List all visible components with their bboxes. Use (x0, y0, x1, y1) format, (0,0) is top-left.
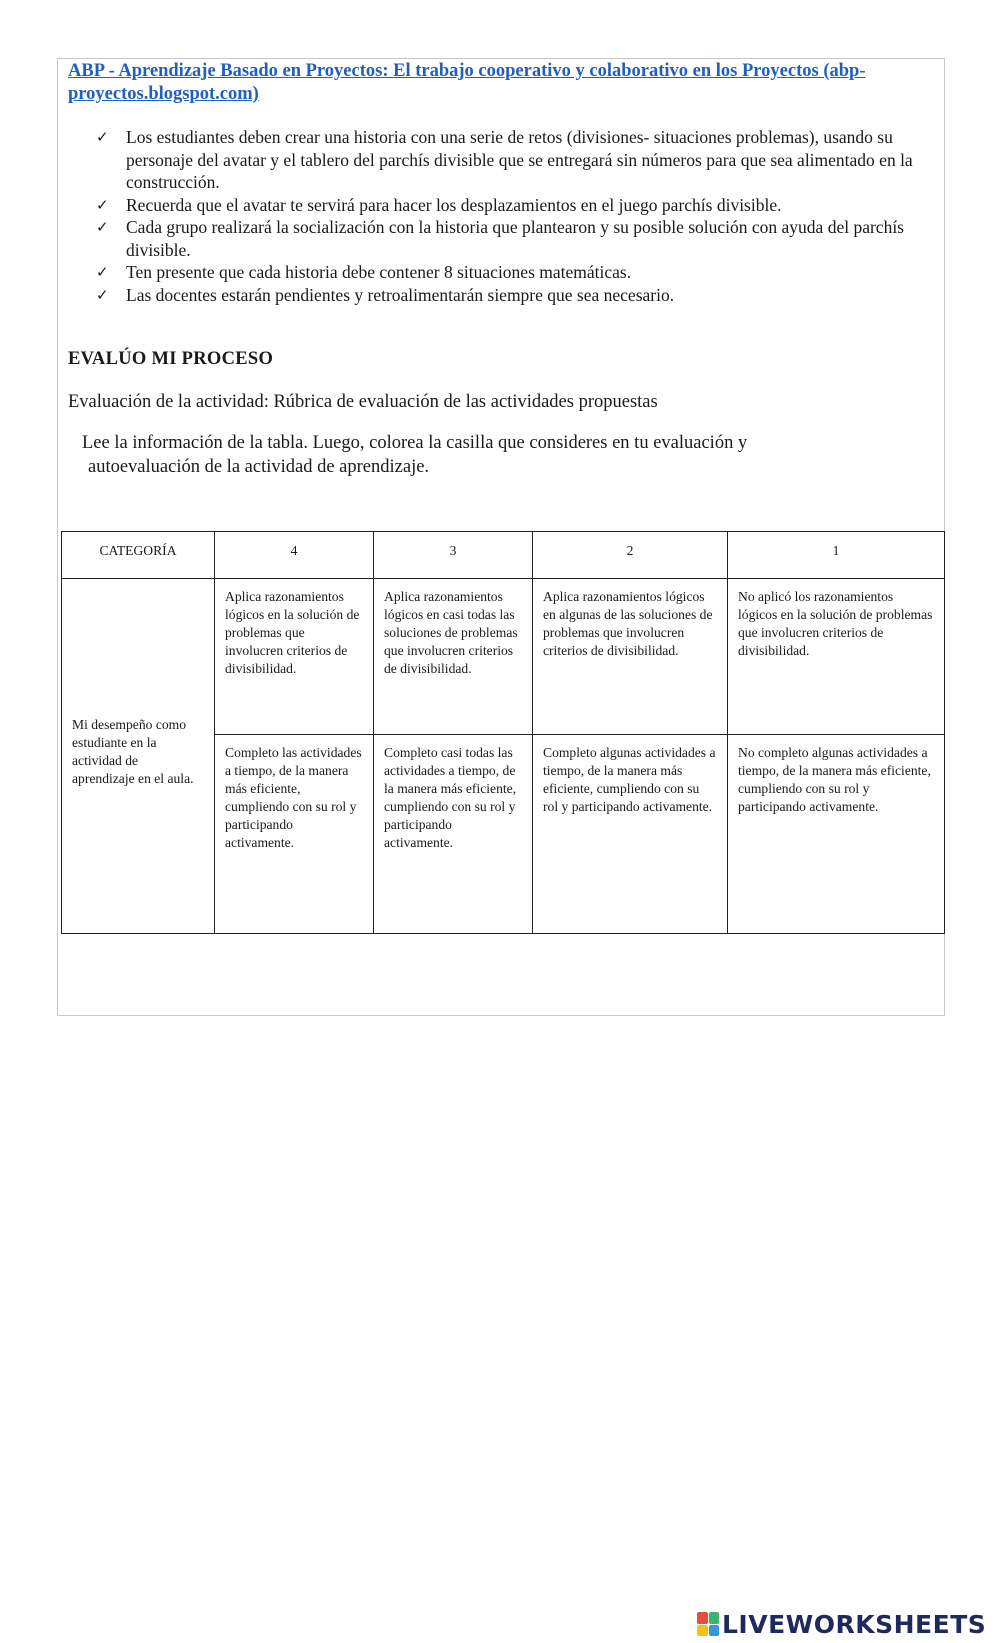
header-score-1: 1 (728, 532, 945, 579)
logo-square (709, 1625, 720, 1637)
list-item-text: Cada grupo realizará la socialización con la historia que plantearon y su posible solución con ayuda del parchís divisible. (126, 217, 904, 260)
list-item-text: Recuerda que el avatar te servirá para hacer los desplazamientos en el juego parchís divisible. (126, 194, 782, 215)
rubric-cell-reasoning-1[interactable]: No aplicó los razonamientos lógicos en la solución de problemas que involucren criterios de divisibilidad. (728, 579, 945, 735)
rubric-cell-reasoning-3[interactable]: Aplica razonamientos lógicos en casi todas las soluciones de problemas que involucren criterios de divisibilidad. (374, 579, 533, 735)
instruction-line-1: Lee la información de la tabla. Luego, colorea la casilla que consideres en tu evaluación y (82, 433, 748, 453)
logo-square (697, 1625, 708, 1637)
table-header-row (62, 532, 945, 579)
list-item (96, 126, 936, 194)
category-cell (62, 579, 215, 934)
logo-square (709, 1612, 720, 1624)
rubric-cell-completion-3[interactable]: Completo casi todas las actividades a tiempo, de la manera más eficiente, cumpliendo con su rol y participando activamente. (374, 735, 533, 934)
checkmark-icon: ✓ (96, 195, 109, 214)
list-item (96, 194, 936, 217)
rubric-cell-completion-2[interactable]: Completo algunas actividades a tiempo, de la manera más eficiente, cumpliendo con su rol y participando activamente. (533, 735, 728, 934)
logo-square (697, 1612, 708, 1624)
table-row (62, 579, 945, 735)
rubric-table (61, 531, 945, 934)
header-score-4: 4 (215, 532, 374, 579)
list-item-text: Ten presente que cada historia debe contener 8 situaciones matemáticas. (126, 262, 632, 282)
evaluation-line: Evaluación de la actividad: Rúbrica de evaluación de las actividades propuestas (68, 392, 658, 412)
rubric-cell-reasoning-2[interactable]: Aplica razonamientos lógicos en algunas de las soluciones de problemas que involucren criterios de divisibilidad. (533, 579, 728, 735)
checkmark-icon: ✓ (96, 263, 109, 281)
rubric-cell-completion-1[interactable]: No completo algunas actividades a tiempo, de la manera más eficiente, cumpliendo con su rol y participando activamente. (728, 735, 945, 934)
header-score-3: 3 (374, 532, 533, 579)
checkmark-icon: ✓ (96, 218, 109, 236)
logo-mark-icon (697, 1612, 719, 1636)
instruction-list (96, 126, 936, 306)
category-text: Mi desempeño como estudiante en la actividad de aprendizaje en el aula. (72, 716, 194, 786)
checkmark-icon: ✓ (96, 128, 109, 146)
list-item-text: Las docentes estarán pendientes y retroalimentarán siempre que sea necesario. (126, 284, 675, 305)
rubric-cell-completion-4[interactable]: Completo las actividades a tiempo, de la manera más eficiente, cumpliendo con su rol y participando activamente. (215, 735, 374, 934)
list-item (96, 216, 936, 261)
liveworksheets-logo (697, 1608, 986, 1640)
list-item (96, 261, 936, 284)
source-link[interactable]: ABP - Aprendizaje Basado en Proyectos: El trabajo cooperativo y colaborativo en los Proyectos (abp-proyectos.blogspot.com) (68, 61, 866, 104)
logo-text: LIVEWORKSHEETS (722, 1609, 987, 1639)
header-score-2: 2 (533, 532, 728, 579)
instruction-line-2: autoevaluación de la actividad de aprendizaje. (88, 457, 430, 477)
header-category: CATEGORÍA (62, 532, 215, 579)
checkmark-icon: ✓ (96, 285, 109, 304)
list-item (96, 284, 936, 307)
rubric-cell-reasoning-4[interactable]: Aplica razonamientos lógicos en la solución de problemas que involucren criterios de divisibilidad. (215, 579, 374, 735)
section-title: EVALÚO MI PROCESO (68, 349, 274, 369)
list-item-text: Los estudiantes deben crear una historia con una serie de retos (divisiones- situaciones problemas), usando su personaje del avatar y el tablero del parchís divisible que se entregará sin números para que sea alimentado en la construcción. (126, 127, 913, 192)
